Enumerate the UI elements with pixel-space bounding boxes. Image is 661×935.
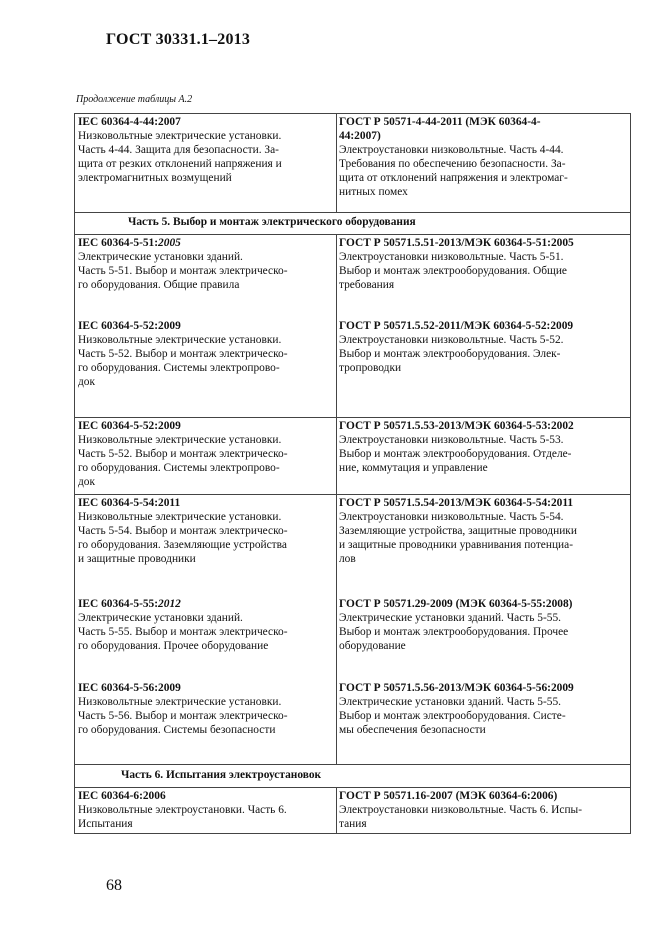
- column-divider: [336, 787, 337, 834]
- document-header: ГОСТ 30331.1–2013: [106, 31, 251, 48]
- right-cell: [339, 419, 627, 475]
- table-row: [75, 417, 630, 494]
- left-cell: [78, 419, 332, 489]
- column-divider: [336, 494, 337, 595]
- iec-code: IEC 60364-6:2006: [78, 790, 166, 802]
- left-cell: [78, 496, 332, 566]
- right-cell: [339, 496, 627, 566]
- iec-code: IEC 60364-5-56:2009: [78, 682, 181, 694]
- left-cell: [78, 597, 332, 653]
- table-row: [75, 787, 630, 834]
- iec-code: IEC 60364-5-52:2009: [78, 320, 181, 332]
- page-number: 68: [106, 877, 122, 894]
- gost-code: ГОСТ Р 50571.5.52-2011/МЭК 60364-5-52:2009: [339, 320, 574, 332]
- column-divider: [336, 234, 337, 317]
- gost-code: ГОСТ Р 50571.16-2007 (МЭК 60364-6:2006): [339, 790, 558, 802]
- iec-description: Низковольтные электрические установки. Часть 5-56. Выбор и монтаж электрическо- го оборудования. Системы безопасности: [78, 696, 288, 736]
- column-divider: [336, 113, 337, 212]
- right-cell: [339, 236, 627, 292]
- table-row: [75, 494, 630, 595]
- table-row: [75, 679, 630, 764]
- standards-table: [74, 113, 631, 834]
- left-cell: [78, 319, 332, 389]
- gost-code: ГОСТ Р 50571.5.54-2013/МЭК 60364-5-54:2011: [339, 497, 574, 509]
- iec-description: Низковольтные электрические установки. Часть 4-44. Защита для безопасности. За- щита от резких отклонений напряжения и электромагнитных возмущений: [78, 130, 282, 184]
- table-row: [75, 317, 630, 417]
- right-cell: [339, 319, 627, 375]
- iec-description: Электрические установки зданий. Часть 5-51. Выбор и монтаж электрическо- го оборудования. Общие правила: [78, 251, 288, 291]
- section-title: Часть 5. Выбор и монтаж электрического оборудования: [128, 216, 416, 228]
- section-title: Часть 6. Испытания электроустановок: [121, 769, 322, 781]
- left-cell: [78, 236, 332, 292]
- gost-code: ГОСТ Р 50571-4-44-2011 (МЭК 60364-4- 44:2007): [339, 116, 541, 142]
- iec-description: Электрические установки зданий. Часть 5-55. Выбор и монтаж электрическо- го оборудования. Прочее оборудование: [78, 612, 288, 652]
- table-row: [75, 234, 630, 317]
- right-cell: [339, 789, 627, 831]
- column-divider: [336, 417, 337, 494]
- gost-code: ГОСТ Р 50571.5.53-2013/МЭК 60364-5-53:2002: [339, 420, 574, 432]
- iec-description: Низковольтные электрические установки. Часть 5-52. Выбор и монтаж электрическо- го оборудования. Системы электропрово- док: [78, 334, 288, 388]
- right-cell: [339, 597, 627, 653]
- gost-code: ГОСТ Р 50571.29-2009 (МЭК 60364-5-55:2008): [339, 598, 573, 610]
- iec-code: IEC 60364-5-54:2011: [78, 497, 181, 509]
- gost-description: Электроустановки низковольтные. Часть 5-51. Выбор и монтаж электрооборудования. Общие требования: [339, 251, 567, 291]
- gost-description: Электроустановки низковольтные. Часть 5-53. Выбор и монтаж электрооборудования. Отделе- ние, коммутация и управление: [339, 434, 572, 474]
- iec-code: IEC 60364-4-44:2007: [78, 116, 181, 128]
- gost-code: ГОСТ Р 50571.5.51-2013/МЭК 60364-5-51:2005: [339, 237, 574, 249]
- table-continuation-label: Продолжение таблицы А.2: [76, 94, 193, 105]
- iec-description: Низковольтные электроустановки. Часть 6. Испытания: [78, 804, 287, 830]
- iec-code: IEC 60364-5-52:2009: [78, 420, 181, 432]
- iec-description: Низковольтные электрические установки. Часть 5-54. Выбор и монтаж электрическо- го оборудования. Заземляющие устройства и защитные проводники: [78, 511, 288, 565]
- section-row: [75, 764, 630, 787]
- gost-description: Электроустановки низковольтные. Часть 4-44. Требования по обеспечению безопасности. За- щита от отклонений напряжения и электромаг- нитных помех: [339, 144, 568, 198]
- left-cell: [78, 681, 332, 737]
- table-row: [75, 113, 630, 212]
- column-divider: [336, 595, 337, 679]
- left-cell: [78, 789, 332, 831]
- gost-description: Электроустановки низковольтные. Часть 5-54. Заземляющие устройства, защитные проводники и защитные проводники уравнивания потенциа- лов: [339, 511, 577, 565]
- iec-code: IEC 60364-5-55:2012: [78, 598, 181, 610]
- column-divider: [336, 679, 337, 764]
- gost-description: Электрические установки зданий. Часть 5-55. Выбор и монтаж электрооборудования. Прочее оборудование: [339, 612, 569, 652]
- column-divider: [336, 317, 337, 417]
- table-border: [75, 833, 630, 834]
- iec-description: Низковольтные электрические установки. Часть 5-52. Выбор и монтаж электрическо- го оборудования. Системы электропрово- док: [78, 434, 288, 488]
- section-row: [75, 212, 630, 234]
- gost-code: ГОСТ Р 50571.5.56-2013/МЭК 60364-5-56:2009: [339, 682, 574, 694]
- gost-description: Электроустановки низковольтные. Часть 6. Испы- тания: [339, 804, 582, 830]
- gost-description: Электрические установки зданий. Часть 5-55. Выбор и монтаж электрооборудования. Систе- мы обеспечения безопасности: [339, 696, 566, 736]
- left-cell: [78, 115, 332, 185]
- iec-code: IEC 60364-5-51:2005: [78, 237, 181, 249]
- gost-description: Электроустановки низковольтные. Часть 5-52. Выбор и монтаж электрооборудования. Элек- тропроводки: [339, 334, 564, 374]
- table-row: [75, 595, 630, 679]
- right-cell: [339, 681, 627, 737]
- right-cell: [339, 115, 627, 199]
